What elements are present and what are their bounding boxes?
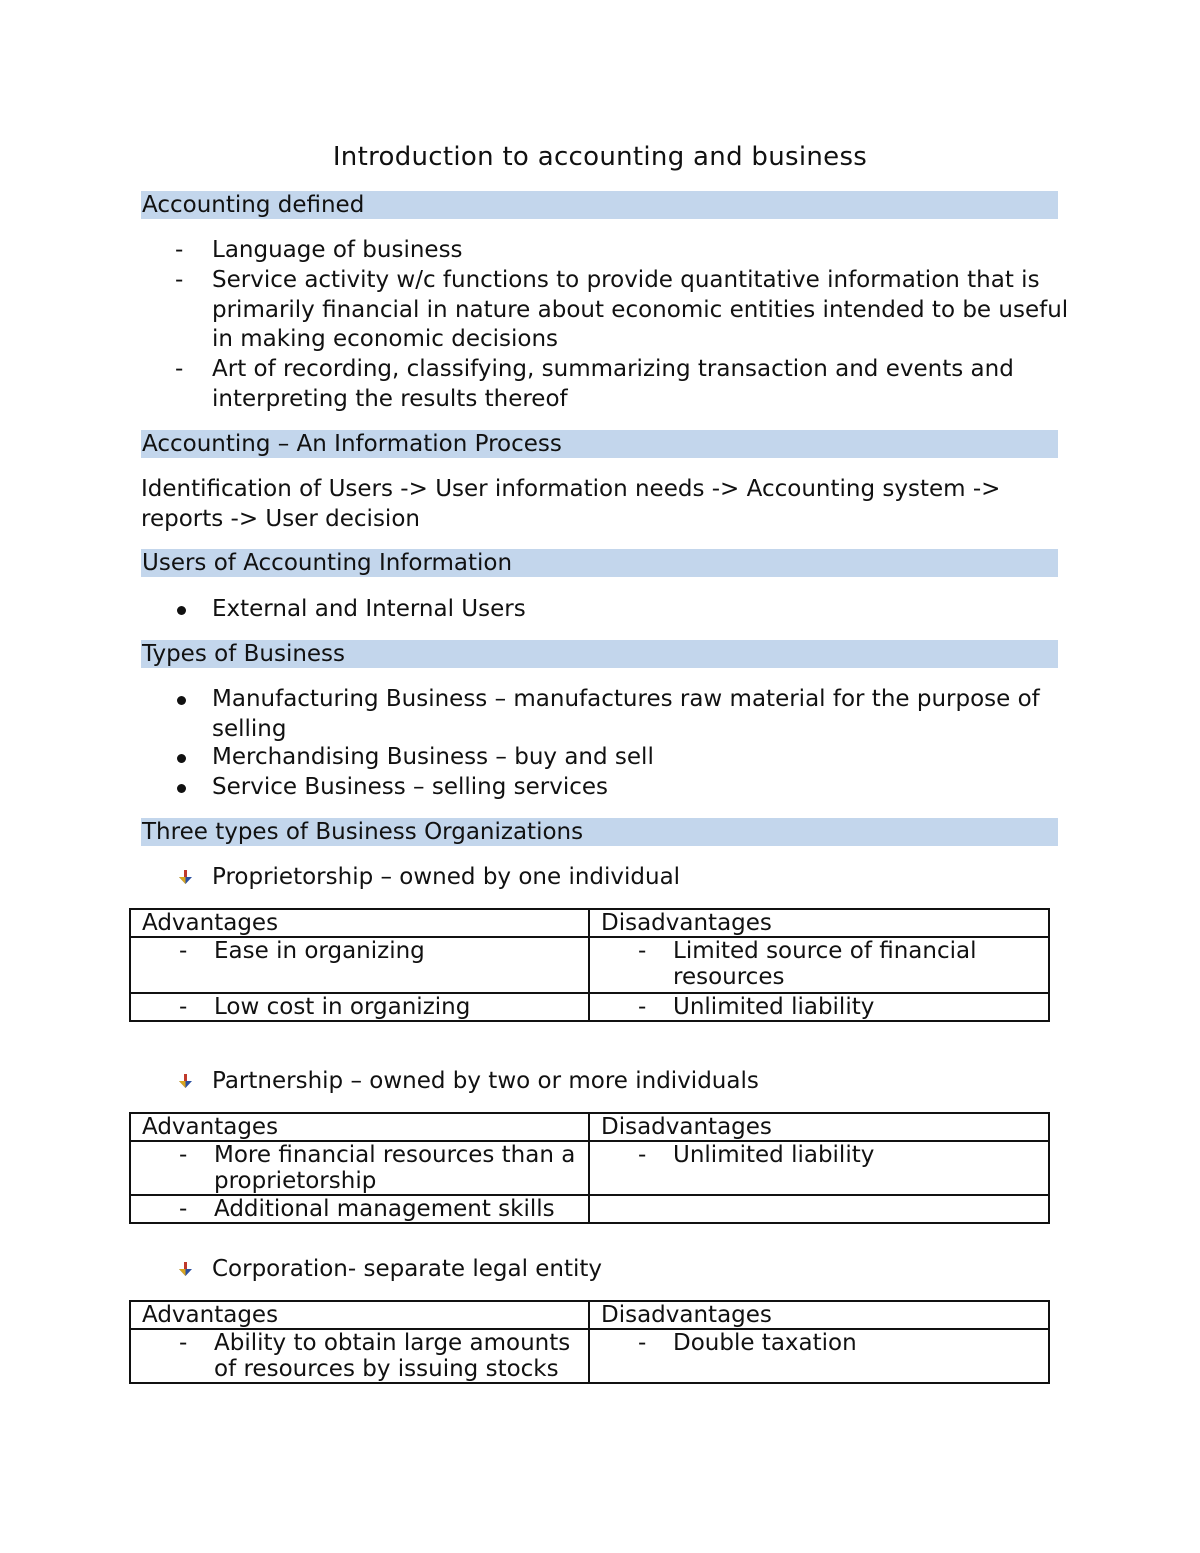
arrow-down-icon <box>177 1073 193 1089</box>
disadvantages-header: Disadvantages <box>589 909 1049 937</box>
section-heading-users: Users of Accounting Information <box>141 549 1058 577</box>
page-title: Introduction to accounting and business <box>332 142 868 172</box>
arrow-down-icon <box>177 1261 193 1277</box>
list-item: Manufacturing Business – manufactures raw material for the purpose of selling <box>141 685 1071 744</box>
advantages-header: Advantages <box>130 1301 589 1329</box>
table-row: - Additional management skills <box>130 1195 1049 1223</box>
section-heading-business-organizations: Three types of Business Organizations <box>141 818 1058 846</box>
list-item: - Art of recording, classifying, summarizing transaction and events and interpreting the results thereof <box>175 356 1014 412</box>
dash-marker: - <box>175 267 184 293</box>
corporation-table <box>129 1300 1050 1384</box>
bullet-icon <box>177 696 186 705</box>
disadvantages-header: Disadvantages <box>589 1301 1049 1329</box>
bullet-icon <box>177 606 186 615</box>
org-item-partnership: Partnership – owned by two or more individuals <box>141 1067 1071 1097</box>
org-item-proprietorship: Proprietorship – owned by one individual <box>141 863 1071 893</box>
list-item: - Language of business <box>141 236 1071 266</box>
process-flow-text: Identification of Users -> User information needs -> Accounting system -> reports -> User decision <box>141 476 1001 532</box>
org-item-corporation: Corporation- separate legal entity <box>141 1255 1071 1285</box>
list-item: External and Internal Users <box>141 595 1071 625</box>
advantages-header: Advantages <box>130 1113 589 1141</box>
dash-marker: - <box>175 237 184 263</box>
section-heading-accounting-defined: Accounting defined <box>141 191 1058 219</box>
dash-marker: - <box>175 356 184 382</box>
disadvantages-header: Disadvantages <box>589 1113 1049 1141</box>
list-item: - Service activity w/c functions to provide quantitative information that is primarily financial in nature about economic entities intended to be useful in making economic decisions <box>175 267 1069 353</box>
table-row: - Low cost in organizing - Unlimited liability <box>130 993 1049 1021</box>
arrow-down-icon <box>177 869 193 885</box>
table-row: - Ease in organizing - Limited source of financial resources <box>130 937 1049 993</box>
section-heading-information-process: Accounting – An Information Process <box>141 430 1058 458</box>
partnership-table <box>129 1112 1050 1224</box>
list-item: Merchandising Business – buy and sell <box>141 743 1071 773</box>
table-row: - Ability to obtain large amounts of resources by issuing stocks - Double taxation <box>130 1329 1049 1383</box>
proprietorship-table <box>129 908 1050 1022</box>
list-item: Service Business – selling services <box>141 773 1071 803</box>
bullet-icon <box>177 754 186 763</box>
table-row: - More financial resources than a proprietorship - Unlimited liability <box>130 1141 1049 1195</box>
section-heading-types-of-business: Types of Business <box>141 640 1058 668</box>
bullet-icon <box>177 784 186 793</box>
advantages-header: Advantages <box>130 909 589 937</box>
